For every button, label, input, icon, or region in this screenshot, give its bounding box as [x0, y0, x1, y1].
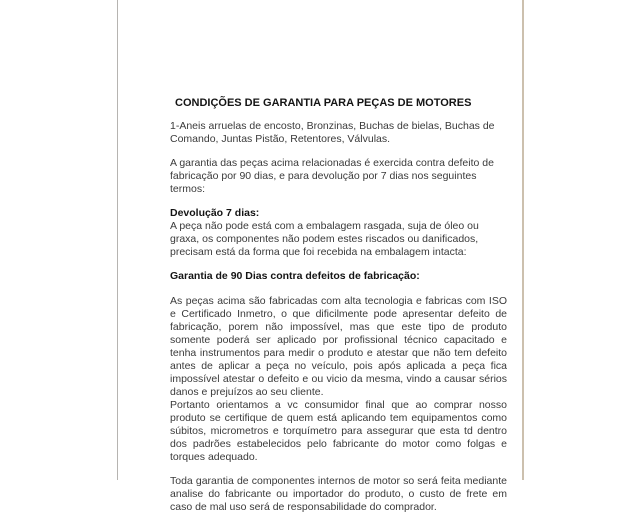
devolucao-heading: Devolução 7 dias: — [170, 207, 260, 219]
garantia-body-paragraph-2: Portanto orientamos a vc consumidor final que ao comprar nosso produto se certifique de quem está aplicando tem equipamentos como súbitos, micrometros e torquímetro para assegurar que esta td dentro dos padrões estabelecidos pelo fabricante do motor como folgas e torques adequado. — [170, 399, 507, 463]
document-title: CONDIÇÕES DE GARANTIA PARA PEÇAS DE MOTORES — [175, 97, 472, 109]
warranty-document — [170, 96, 507, 514]
page-left-border — [117, 0, 118, 480]
closing-paragraph: Toda garantia de componentes internos de motor so será feita mediante analise do fabricante ou importador do produto, o custo de frete em caso de mal uso será de responsabilidade do comprador. — [170, 475, 507, 513]
garantia-body-paragraph-1: As peças acima são fabricadas com alta tecnologia e fabricas com ISO e Certificado Inmetro, o que dificilmente pode apresentar defeito de fabricação, porem não impossível, mas que este tipo de produto somente poderá ser aplicado por profissional técnico capacitado e tenha instrumentos para medir o produto e atestar que não tem defeito antes de aplicar a peça no veículo, pois após aplicada a peça fica impossível atestar o defeito e ou vicio da mesma, vindo a causar sérios danos e prejuízos ao seu cliente. — [170, 295, 507, 398]
intro-terms-paragraph: A garantia das peças acima relacionadas é exercida contra defeito de fabricação por 90 dias, e para devolução por 7 dias nos seguintes termos: — [170, 157, 494, 195]
devolucao-body-paragraph: A peça não pode está com a embalagem rasgada, suja de óleo ou graxa, os componentes não podem estes riscados ou danificados, precisam está da forma que foi recebida na embalagem intacta: — [170, 220, 479, 258]
garantia-heading: Garantia de 90 Dias contra defeitos de fabricação: — [170, 270, 420, 282]
parts-list-paragraph: 1-Aneis arruelas de encosto, Bronzinas, Buchas de bielas, Buchas de Comando, Juntas Pistão, Retentores, Válvulas. — [170, 120, 495, 145]
page-right-border — [522, 0, 524, 480]
devolucao-section — [170, 207, 507, 259]
